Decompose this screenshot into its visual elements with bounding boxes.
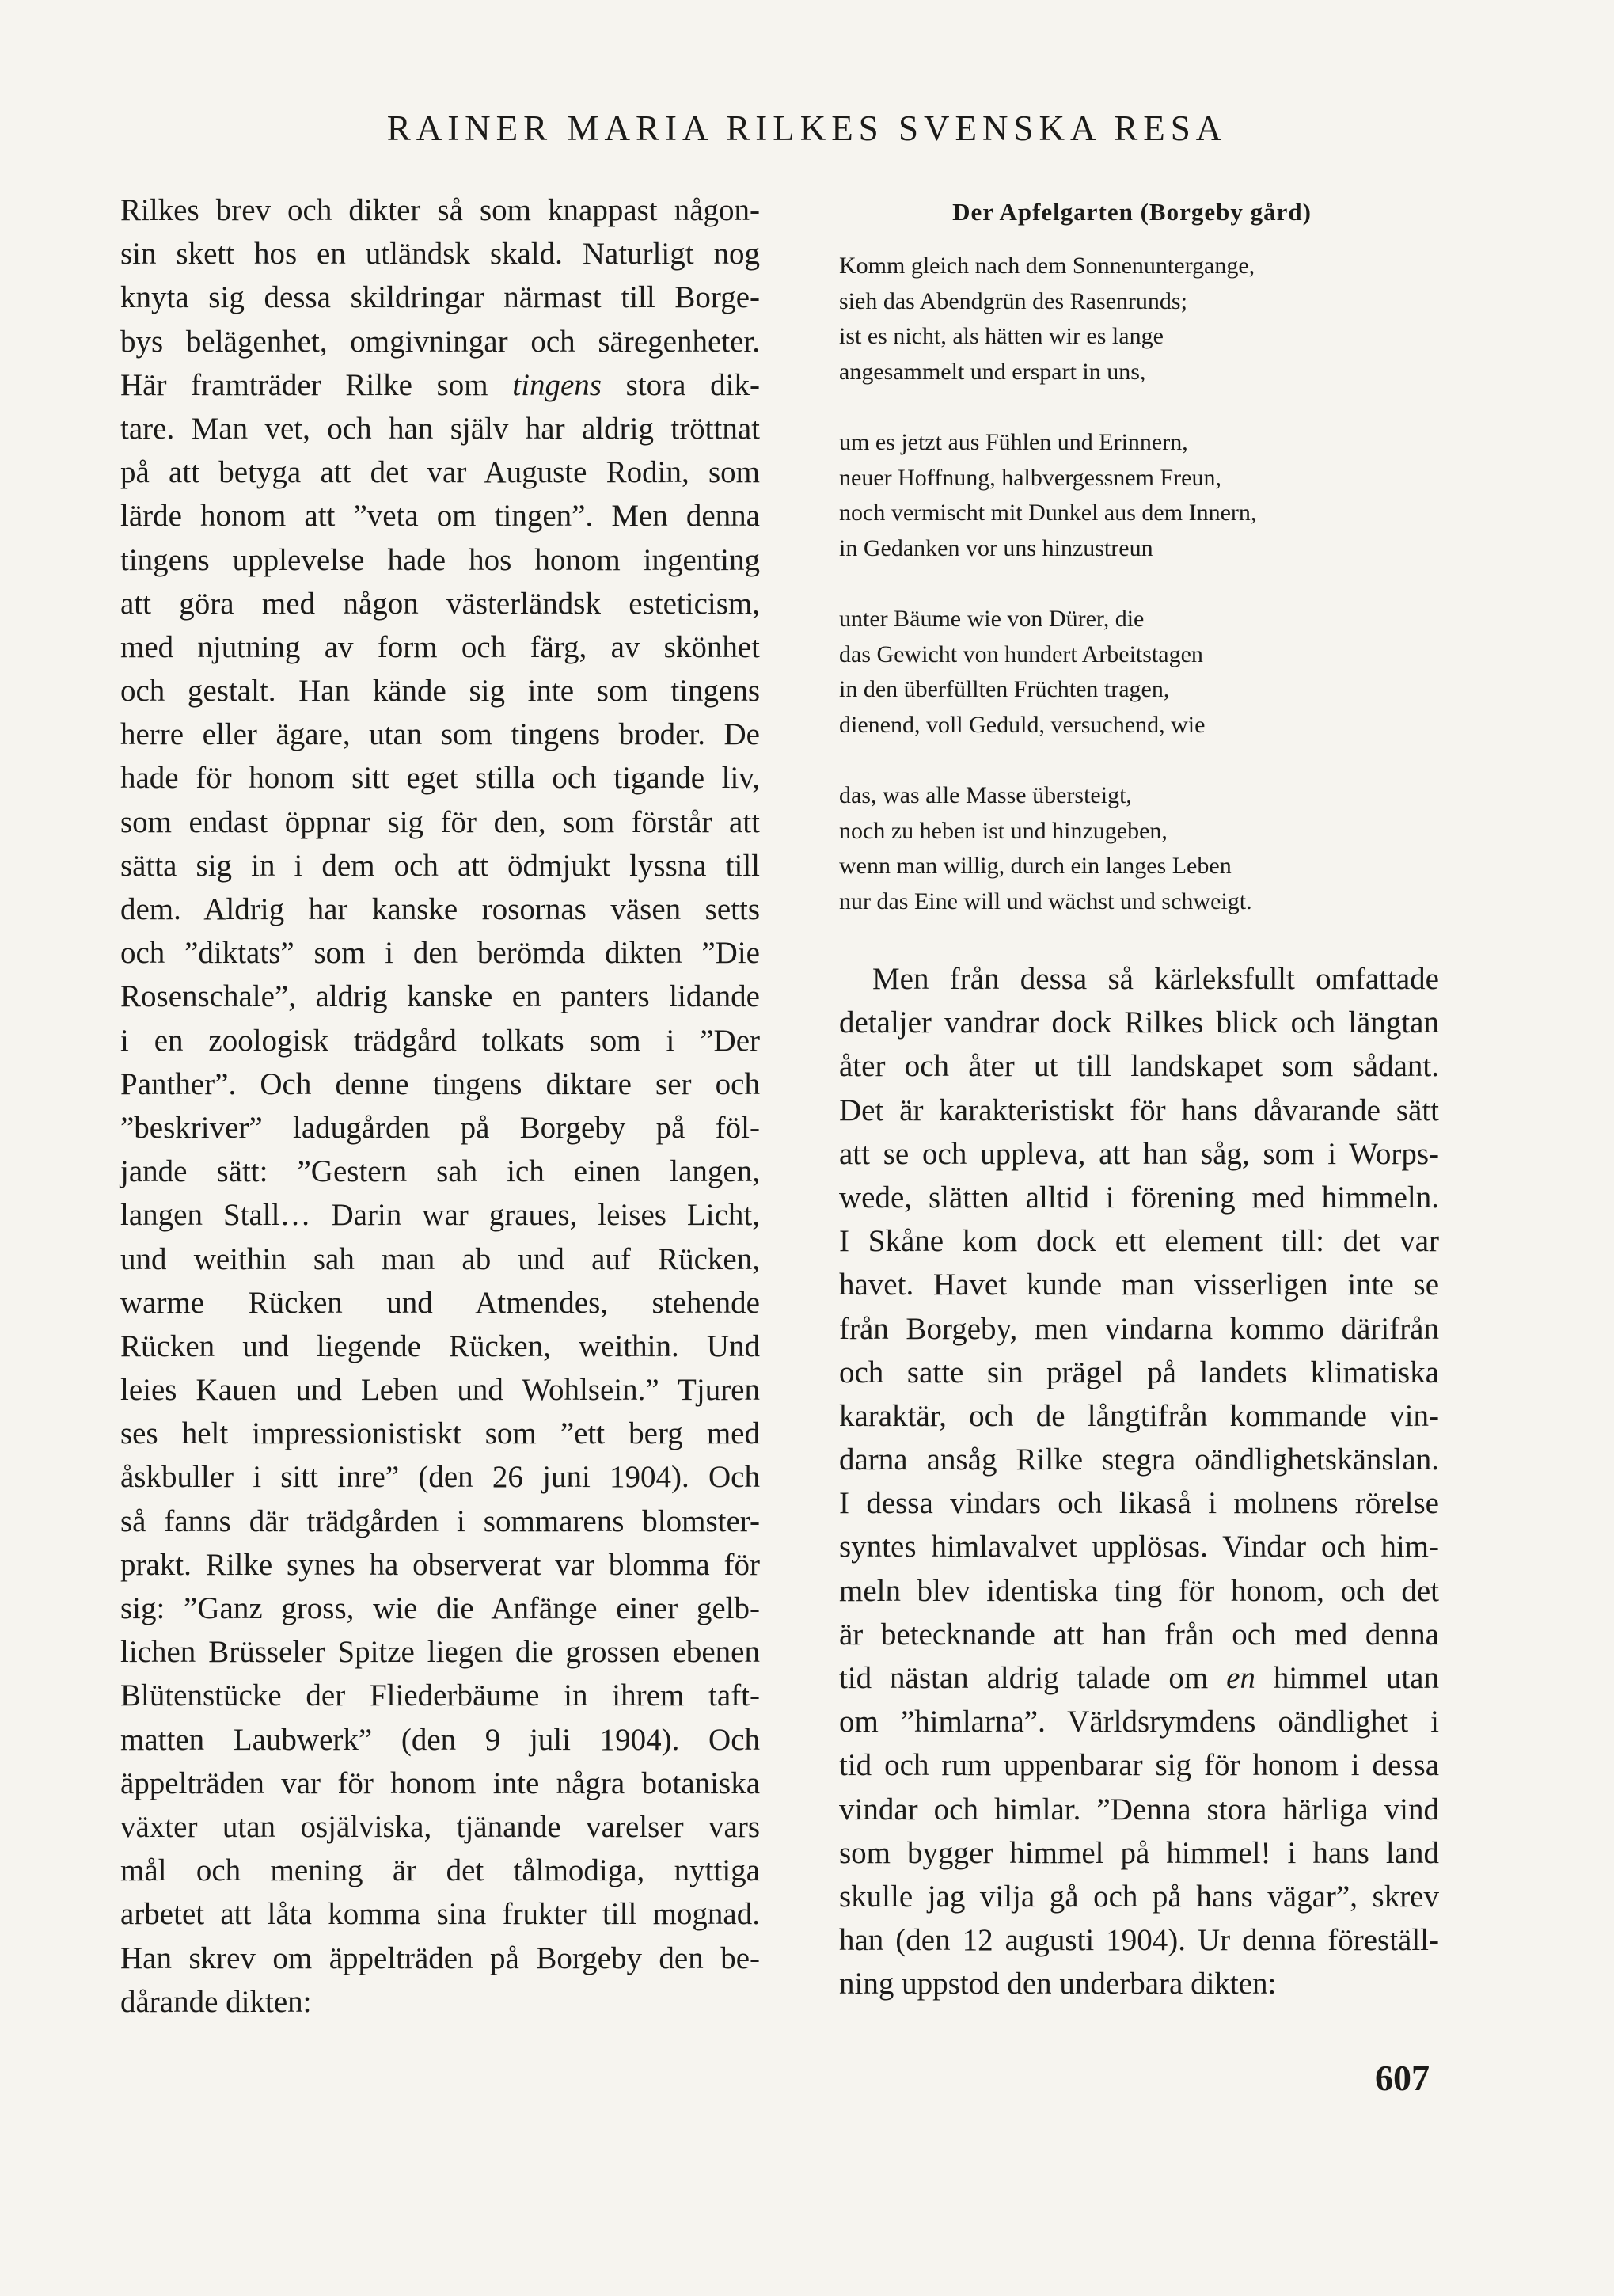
verse-line: unter Bäume wie von Dürer, die — [839, 606, 1145, 632]
text-line: warme Rücken und Atmendes, stehende — [120, 1285, 760, 1320]
text-line: langen Stall… Darin war graues, leises Licht, — [120, 1198, 760, 1233]
text-line: mål och mening är det tålmodiga, nyttiga — [120, 1853, 760, 1888]
text-line: åskbuller i sitt inre” (den 26 juni 1904). Och — [120, 1460, 760, 1495]
left-column — [120, 188, 760, 2024]
text-line: herre eller ägare, utan som tingens broder. De — [120, 717, 760, 752]
verse-line: in den überfüllten Früchten tragen, — [839, 676, 1170, 702]
text-line: växter utan osjälviska, tjänande varelser vars — [120, 1809, 760, 1844]
text-line: tid nästan aldrig talade om en himmel utan — [839, 1661, 1439, 1695]
text-line: från Borgeby, men vindarna kommo därifrån — [839, 1311, 1439, 1346]
text-line: som endast öppnar sig för den, som förstår att — [120, 804, 760, 839]
text-line: I Skåne kom dock ett element till: det var — [839, 1224, 1439, 1259]
text-line: om ”himlarna”. Världsrymdens oändlighet i — [839, 1705, 1439, 1739]
verse-line: das Gewicht von hundert Arbeitstagen — [839, 641, 1203, 667]
text-line: att se och uppleva, att han såg, som i Worps- — [839, 1136, 1439, 1171]
text-line: skulle jag vilja gå och på hans vägar”, skrev — [839, 1879, 1439, 1914]
text-line: på att betyga att det var Auguste Rodin, som — [120, 455, 760, 490]
text-line: wede, slätten alltid i förening med himmeln. — [839, 1180, 1439, 1215]
text-line: ning uppstod den underbara dikten: — [839, 1967, 1277, 2001]
poem-stanza — [839, 249, 1409, 390]
text-line: matten Laubwerk” (den 9 juli 1904). Och — [120, 1722, 760, 1757]
verse-line: neuer Hoffnung, halbvergessnem Freun, — [839, 464, 1221, 491]
text-line: Rosenschale”, aldrig kanske en panters lidande — [120, 979, 760, 1014]
text-line: und weithin sah man ab und auf Rücken, — [120, 1241, 760, 1276]
text-line: leies Kauen und Leben und Wohlsein.” Tjuren — [120, 1373, 760, 1408]
text-line: han (den 12 augusti 1904). Ur denna föreställ- — [839, 1923, 1439, 1958]
text-line: dårande dikten: — [120, 1984, 312, 2019]
verse-line: ist es nicht, als hätten wir es lange — [839, 323, 1164, 349]
text-line: sin skett hos en utländsk skald. Naturligt nog — [120, 237, 760, 272]
poem — [839, 198, 1409, 955]
text-line: ses helt impressionistiskt som ”ett berg med — [120, 1416, 760, 1451]
right-column — [839, 957, 1439, 2006]
poem-stanzas — [839, 249, 1409, 919]
text-line: Han skrev om äppelträden på Borgeby den be- — [120, 1941, 760, 1975]
text-line: i en zoologisk trädgård tolkats som i ”Der — [120, 1023, 760, 1058]
text-line: är betecknande att han från och med denna — [839, 1617, 1439, 1652]
verse-line: in Gedanken vor uns hinzustreun — [839, 534, 1153, 561]
text-line: sig: ”Ganz gross, wie die Anfänge einer gelb- — [120, 1591, 760, 1625]
text-line: Men från dessa så kärleksfullt omfattade — [872, 962, 1439, 996]
text-line: arbetet att låta komma sina frukter till mognad. — [120, 1897, 760, 1932]
poem-stanza — [839, 425, 1409, 566]
text-line: tid och rum uppenbarar sig för honom i dessa — [839, 1748, 1439, 1783]
text-line: karaktär, och de långtifrån kommande vin- — [839, 1398, 1439, 1433]
text-line: I dessa vindars och likaså i molnens rörelse — [839, 1486, 1439, 1521]
verse-line: das, was alle Masse übersteigt, — [839, 782, 1132, 808]
text-line: och satte sin prägel på landets klimatiska — [839, 1355, 1439, 1389]
verse-line: sieh das Abendgrün des Rasenrunds; — [839, 287, 1187, 314]
text-line: Här framträder Rilke som tingens stora dik- — [120, 367, 760, 402]
page-number: 607 — [1375, 2058, 1430, 2098]
text-line: att göra med någon västerländsk esteticism, — [120, 586, 760, 621]
text-line: Blütenstücke der Fliederbäume in ihrem taft- — [120, 1678, 760, 1713]
verse-line: noch zu heben ist und hinzugeben, — [839, 817, 1168, 844]
poem-stanza — [839, 778, 1409, 919]
text-line: knyta sig dessa skildringar närmast till Borge- — [120, 280, 760, 315]
text-line: jande sätt: ”Gestern sah ich einen langen, — [120, 1154, 760, 1189]
text-line: så fanns där trädgården i sommarens blomster- — [120, 1503, 760, 1538]
text-line: Rilkes brev och dikter så som knappast någon- — [120, 193, 760, 227]
verse-line: um es jetzt aus Fühlen und Erinnern, — [839, 429, 1188, 455]
text-line: detaljer vandrar dock Rilkes blick och längtan — [839, 1005, 1439, 1040]
text-line: bys belägenhet, omgivningar och säregenheter. — [120, 324, 760, 359]
text-line: Det är karakteristiskt för hans dåvarande sätt — [839, 1093, 1439, 1127]
text-line: havet. Havet kunde man visserligen inte se — [839, 1268, 1439, 1302]
text-line: ”beskriver” ladugården på Borgeby på föl- — [120, 1110, 760, 1145]
text-line: darna ansåg Rilke stegra oändlighetskänslan. — [839, 1443, 1439, 1477]
text-line: hade för honom sitt eget stilla och tigande liv, — [120, 761, 760, 796]
text-line: åter och åter ut till landskapet som sådant. — [839, 1049, 1439, 1084]
poem-stanza — [839, 602, 1409, 743]
text-line: lichen Brüsseler Spitze liegen die grossen ebenen — [120, 1635, 760, 1670]
text-line: syntes himlavalvet upplösas. Vindar och him- — [839, 1530, 1439, 1564]
text-line: som bygger himmel på himmel! i hans land — [839, 1835, 1439, 1870]
text-line: med njutning av form och färg, av skönhet — [120, 629, 760, 664]
text-line: tare. Man vet, och han själv har aldrig tröttnat — [120, 411, 760, 446]
text-line: och ”diktats” som i den berömda dikten ”Die — [120, 936, 760, 971]
text-line: prakt. Rilke synes ha observerat var blomma för — [120, 1547, 760, 1582]
text-line: vindar och himlar. ”Denna stora härliga vind — [839, 1792, 1439, 1827]
verse-line: dienend, voll Geduld, versuchend, wie — [839, 711, 1206, 738]
verse-line: angesammelt und erspart in uns, — [839, 358, 1146, 385]
text-line: och gestalt. Han kände sig inte som tingens — [120, 674, 760, 709]
text-line: dem. Aldrig har kanske rosornas väsen setts — [120, 892, 760, 926]
text-line: sätta sig in i dem och att ödmjukt lyssna till — [120, 848, 760, 883]
verse-line: wenn man willig, durch ein langes Leben — [839, 853, 1232, 879]
text-line: äppelträden var för honom inte några botaniska — [120, 1766, 760, 1800]
text-line: Rücken und liegende Rücken, weithin. Und — [120, 1329, 760, 1363]
verse-line: noch vermischt mit Dunkel aus dem Innern, — [839, 500, 1257, 526]
verse-line: Komm gleich nach dem Sonnenuntergange, — [839, 253, 1255, 279]
verse-line: nur das Eine will und wächst und schweigt. — [839, 888, 1252, 914]
text-line: Panther”. Och denne tingens diktare ser och — [120, 1066, 760, 1101]
running-head: RAINER MARIA RILKES SVENSKA RESA — [386, 108, 1228, 148]
poem-title: Der Apfelgarten (Borgeby gård) — [952, 198, 1312, 226]
text-line: lärde honom att ”veta om tingen”. Men denna — [120, 499, 760, 534]
text-line: tingens upplevelse hade hos honom ingenting — [120, 542, 760, 577]
text-line: meln blev identiska ting för honom, och det — [839, 1573, 1439, 1608]
